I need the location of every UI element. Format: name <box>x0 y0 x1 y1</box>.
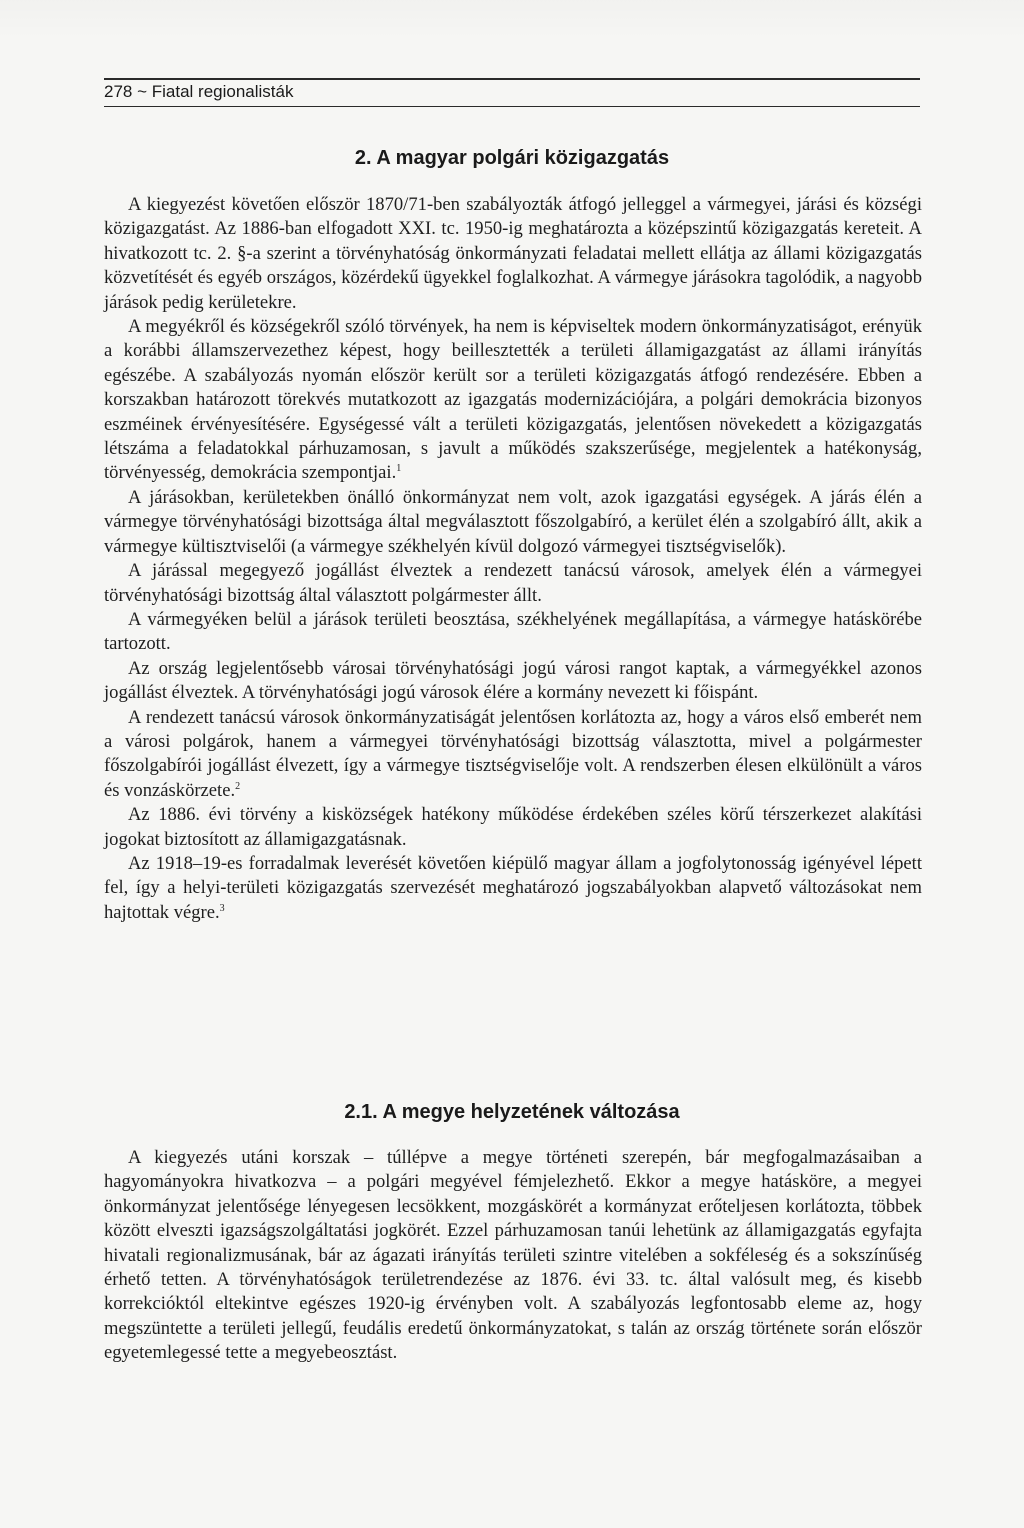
paragraph-text: A vármegyéken belül a járások területi beosztása, székhelyének megállapítása, a vármegye hatáskörébe tartozott. <box>104 608 922 655</box>
paragraph-text: A kiegyezés utáni korszak – túllépve a megye történeti szerepén, bár megfogalmazásaiban a hagyományokra hivatkozva – a polgári megyével fémjelezhető. Ekkor a megye hatásköre, a megyei önkormányzat jelentősége lényegesen lecsökkent, mozgáskörét a kormányzat erőteljesen korlátozta, többek között elveszti igazságszolgáltatási jogkörét. Ezzel párhuzamosan tanúi lehetünk az államigazgatás egyfajta hivatali regionalizmusának, bár az ágazati irányítás területi szintre vitelében a sokféleség és a sokszínűség érhető tetten. A törvényhatóságok területrendezése az 1876. évi 33. tc. által valósult meg, és kisebb korrekcióktól eltekintve egészes 1920-ig érvényben volt. A szabályozás legfontosabb eleme az, hogy megszüntette a területi jellegű, feudális eredetű önkormányzatokat, s talán az ország története során először egyetemlegessé tette a megyebeosztást. <box>104 1147 922 1364</box>
paragraph-text: A kiegyezést követően először 1870/71-ben szabályozták átfogó jelleggel a vármegyei, járási és községi közigazgatást. Az 1886-ban elfogadott XXI. tc. 1950-ig meghatározta a középszintű közigazgatás kereteit. A hivatkozott tc. 2. §-a szerint a törvényhatóság önkormányzati feladatai mellett ellátja az állami közigazgatás közvetítését és egyéb országos, közérdekű ügyekkel foglalkozhat. A vármegye járásokra tagolódik, a nagyobb járások pedig kerületekre. <box>104 194 922 313</box>
scan-shading <box>0 0 1024 40</box>
footnote-marker: 2 <box>235 780 241 792</box>
section-body <box>104 193 922 925</box>
paragraph <box>104 657 922 706</box>
paragraph <box>104 608 922 657</box>
paragraph-text: Az 1886. évi törvény a kisközségek hatékony működése érdekében széles körű térszerkezet alakítási jogokat biztosított az államigazgatásnak. <box>104 804 922 850</box>
paragraph <box>104 803 922 852</box>
running-header <box>104 70 920 108</box>
paragraph <box>104 559 922 608</box>
paragraph <box>104 852 922 925</box>
subsection-title: 2.1. A megye helyzetének változása <box>344 1101 680 1123</box>
footnote-marker: 1 <box>396 463 402 475</box>
paragraph <box>104 315 922 486</box>
footnote-marker: 3 <box>219 902 225 914</box>
paragraph <box>104 706 922 804</box>
paragraph-text: Az 1918–19-es forradalmak leverését követően kiépülő magyar állam a jogfolytonosság igényével lépett fel, így a helyi-területi közigazgatás szervezését meghatározó jogszabályokban alapvető változásokat nem hajtottak végre. <box>104 852 922 923</box>
paragraph-text: A rendezett tanácsú városok önkormányzatiságát jelentősen korlátozta az, hogy a város első emberét nem a városi polgárok, hanem a vármegyei törvényhatósági bizottság választotta, mivel a polgármester főszolgabírói jogállást élvezett, így a vármegye tisztségviselője volt. A rendszerben élesen elkülönült a város és vonzáskörzete. <box>104 706 922 801</box>
section-title: 2. A magyar polgári közigazgatás <box>354 147 670 169</box>
paragraph-text: A járásokban, kerületekben önálló önkormányzat nem volt, azok igazgatási egységek. A járás élén a vármegye törvényhatósági bizottsága által megválasztott főszolgabíró, a kerület élén a szolgabíró állt, akik a vármegye kültisztviselői (a vármegye székhelyén kívül dolgozó vármegyei tisztségviselők). <box>104 486 922 557</box>
paragraph-text: Az ország legjelentősebb városai törvényhatósági jogú városi rangot kaptak, a vármegyékkel azonos jogállást élveztek. A törvényhatósági jogú városok élére a kormány nevezett ki főispánt. <box>104 657 922 704</box>
paragraph-text: A megyékről és községekről szóló törvények, ha nem is képviseltek modern önkormányzatiságot, erényük a korábbi államszervezethez képest, hogy beillesztették a területi államigazgatást az állami irányítás egészébe. A szabályozás nyomán először került sor a területi közigazgatás átfogó rendezésére. Ebben a korszakban határozott törekvés mutatkozott az igazgatás modernizációjára, a polgári demokrácia bizonyos eszméinek érvényesítésére. Egységessé vált a területi közigazgatás, jelentősen növekedett a közigazgatás létszáma a feladatokkal párhuzamosan, s javult a működés szakszerűsége, megjelentek a hatékonyság, törvényesség, demokrácia szempontjai. <box>104 316 922 484</box>
paragraph-text: A járással megegyező jogállást élveztek a rendezett tanácsú városok, amelyek élén a vármegyei törvényhatósági bizottság által választott polgármester állt. <box>104 560 922 606</box>
subsection-body <box>104 1146 922 1366</box>
paragraph <box>104 486 922 559</box>
paragraph <box>104 1146 922 1366</box>
running-head-text: 278 ~ Fiatal regionalisták <box>104 82 294 101</box>
header-rule-bottom <box>104 106 920 107</box>
paragraph <box>104 193 922 315</box>
